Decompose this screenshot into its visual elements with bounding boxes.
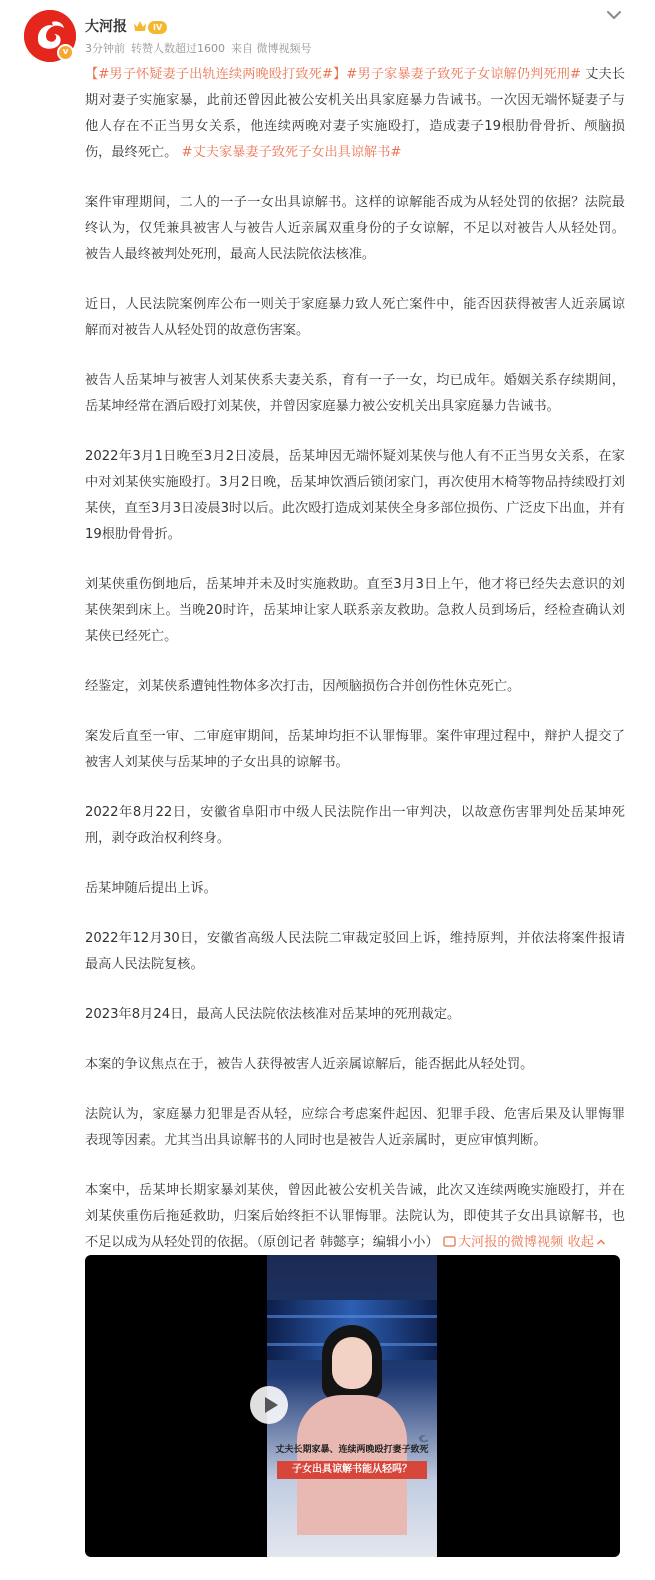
paragraph-text: 本案中，岳某坤长期家暴刘某侠，曾因此被公安机关告诫，此次又连续两晚实施殴打，并在刘某侠重伤后拖延救助，归案后始终拒不认罪悔罪。法院认为，即使其子女出具谅解书，也不足以成为从轻处罚的依据。（原创记者 韩懿享；编辑小小） [85,1183,625,1250]
video-link-icon [443,1236,456,1247]
play-icon [265,1397,278,1413]
post-paragraph: 经鉴定，刘某侠系遭钝性物体多次打击，因颅脑损伤合并创伤性休克死亡。 [85,679,521,694]
verified-badge: v [57,44,74,61]
post-paragraph: 案件审理期间，二人的一子一女出具谅解书。这样的谅解能否成为从轻处罚的依据？法院最终认为，仅凭兼具被害人与被告人近亲属双重身份的子女谅解，不足以对被告人从轻处罚。被告人最终被判处死刑，最高人民法院依法核准。 [85,195,625,262]
post-paragraph: 法院认为，家庭暴力犯罪是否从轻，应综合考虑案件起因、犯罪手段、危害后果及认罪悔罪表现等因素。尤其当出具谅解书的人同时也是被告人近亲属时，更应审慎判断。 [85,1107,625,1148]
post-paragraph: 刘某侠重伤倒地后，岳某坤并未及时实施救助。直至3月3日上午，他才将已经失去意识的刘某侠架到床上。当晚20时许，岳某坤让家人联系亲友救助。急救人员到场后，经检查确认刘某侠已经死亡。 [85,577,625,644]
post-paragraph-intro [85,62,625,166]
post-paragraph: 被告人岳某坤与被害人刘某侠系夫妻关系，育有一子一女，均已成年。婚姻关系存续期间，岳某坤经常在酒后殴打刘某侠，并曾因家庭暴力被公安机关出具家庭暴力告诫书。 [85,373,625,414]
post-paragraph: 2022年12月30日，安徽省高级人民法院二审裁定驳回上诉，维持原判，并依法将案件报请最高人民法院复核。 [85,931,625,972]
dahebao-watermark-icon [417,1433,431,1443]
video-caption-line1: 丈夫长期家暴、连续两晚殴打妻子致死 [275,1445,429,1455]
post-paragraph: 岳某坤随后提出上诉。 [85,881,217,896]
video-caption-line2: 子女出具谅解书能从轻吗？ [277,1461,427,1479]
video-link-label: 大河报的微博视频 [457,1235,564,1250]
collapse-button[interactable] [568,1235,606,1250]
post-paragraph: 近日，人民法院案例库公布一则关于家庭暴力致人死亡案件中，能否因获得被害人近亲属谅解而对被告人从轻处罚的故意伤害案。 [85,297,625,338]
post-paragraph: 本案的争议焦点在于，被告人获得被害人近亲属谅解后，能否据此从轻处罚。 [85,1057,534,1072]
chevron-up-icon [596,1238,606,1246]
hashtag-link[interactable]: #丈夫家暴妻子致死子女出具谅解书# [181,145,402,160]
account-name[interactable]: 大河报 [85,19,127,35]
paragraph-text: 丈夫长期对妻子实施家暴，此前还曾因此被公安机关出具家庭暴力告诫书。一次因无端怀疑妻子与他人存在不正当男女关系，他连续两晚对妻子实施殴打，造成妻子19根肋骨骨折、颅脑损伤，最终死亡。 [85,67,625,160]
video-player[interactable] [85,1255,620,1557]
chevron-down-icon[interactable] [605,8,623,22]
hashtag-link[interactable]: #男子家暴妻子致死子女谅解仍判死刑# [346,67,581,82]
collapse-label: 收起 [567,1235,594,1250]
hashtag-link[interactable]: 【#男子怀疑妻子出轨连续两晚殴打致死#】 [85,67,347,82]
post-meta [85,42,318,56]
post-time[interactable]: 3分钟前 [85,42,125,55]
level-badge: IV [148,21,167,34]
post-content [85,62,625,1280]
video-link[interactable] [443,1235,564,1250]
post-paragraph: 2022年8月22日，安徽省阜阳市中级人民法院作出一审判决，以故意伤害罪判处岳某坤死刑，剥夺政治权利终身。 [85,805,625,846]
play-button[interactable] [250,1386,288,1424]
post-source[interactable]: 来自 微博视频号 [231,42,312,55]
news-anchor-face [332,1337,372,1389]
post-paragraph: 2023年8月24日，最高人民法院依法核准对岳某坤的死刑裁定。 [85,1007,461,1022]
repost-count: 转赞人数超过1600 [131,42,225,55]
studio-light [267,1315,437,1318]
video-frame [267,1255,437,1557]
post-paragraph-last [85,1178,625,1256]
post-paragraph: 2022年3月1日晚至3月2日凌晨，岳某坤因无端怀疑刘某侠与他人有不正当男女关系，在家中对刘某侠实施殴打。3月2日晚，岳某坤饮酒后锁闭家门，再次使用木椅等物品持续殴打刘某侠，直至3月3日凌晨3时以后。此次殴打造成刘某侠全身多部位损伤、广泛皮下出血，并有19根肋骨骨折。 [85,449,625,542]
crown-icon [133,19,147,33]
post-paragraph: 案发后直至一审、二审庭审期间，岳某坤均拒不认罪悔罪。案件审理过程中，辩护人提交了被害人刘某侠与岳某坤的子女出具的谅解书。 [85,729,625,770]
